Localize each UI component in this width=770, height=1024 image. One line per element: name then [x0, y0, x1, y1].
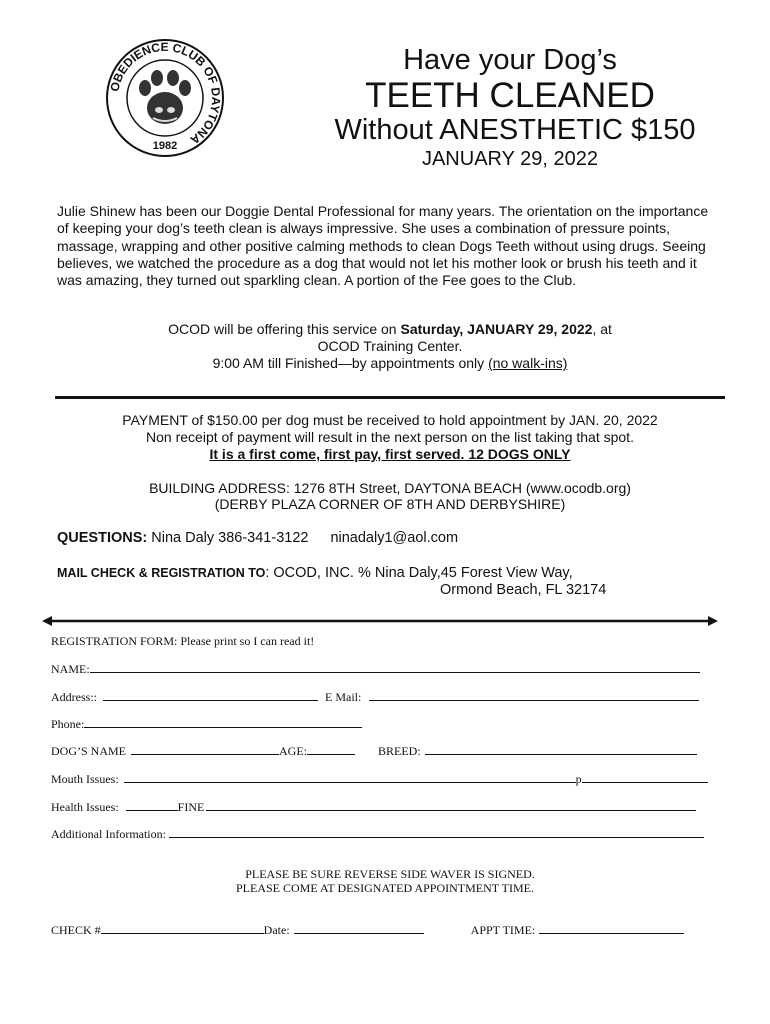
- logo-ring-text: OBEDIENCE CLUB OF DAYTONA: [107, 39, 224, 148]
- date-field[interactable]: [294, 922, 424, 934]
- address-field[interactable]: [103, 689, 318, 701]
- service-line-3: 9:00 AM till Finished—by appointments only (no walk-ins): [212, 355, 568, 371]
- questions-line: QUESTIONS: Nina Daly 386-341-3122 ninadaly1@aol.com: [57, 530, 459, 546]
- service-line-1: OCOD will be offering this service on Saturday, JANUARY 29, 2022, at: [168, 321, 612, 337]
- service-line-2: OCOD Training Center.: [317, 338, 463, 354]
- payment-line-3: It is a first come, first pay, first served. 12 DOGS ONLY: [209, 446, 571, 462]
- note-line-2: PLEASE COME AT DESIGNATED APPOINTMENT TIME.: [235, 881, 535, 895]
- paw-icon: [139, 70, 191, 124]
- building-address: BUILDING ADDRESS: 1276 8TH Street, DAYTONA BEACH (www.ocodb.org): [149, 480, 631, 496]
- double-arrow-divider: [42, 615, 718, 627]
- intro-paragraph: Julie Shinew has been our Doggie Dental Professional for many years. The orientation on the importance of keeping your dog’s teeth clean is always impressive. She uses a combination of pressure points, massage, wrapping and other positive calming methods to clean Dogs Teeth without using drugs. Seeing believes, we watched the procedure as a dog that would not let his mother look or brush his teeth and it was amazing, they turned out sparkling clean. A portion of the Fee goes to the Club.: [57, 203, 709, 289]
- payment-line-2: Non receipt of payment will result in the next person on the list taking that spot.: [146, 429, 634, 445]
- divider: [55, 396, 725, 399]
- fine-field[interactable]: [206, 799, 696, 811]
- additional-field[interactable]: [169, 826, 704, 838]
- payment-line-1: PAYMENT of $150.00 per dog must be received to hold appointment by JAN. 20, 2022: [122, 412, 658, 428]
- health-field[interactable]: [126, 799, 178, 811]
- phone-field[interactable]: [84, 716, 362, 728]
- appt-time-field[interactable]: [539, 922, 684, 934]
- check-field[interactable]: [101, 922, 264, 934]
- logo-year: 1982: [152, 140, 178, 152]
- payment-row: CHECK # Date: APPT TIME:: [51, 922, 684, 938]
- note-line-1: PLEASE BE SURE REVERSE SIDE WAVER IS SIGNED.: [245, 867, 535, 881]
- mouth-row: Mouth Issues: p: [51, 771, 708, 787]
- mouth-extra-field[interactable]: [582, 771, 708, 783]
- mouth-field[interactable]: [124, 771, 576, 783]
- header-line-1: Have your Dog’s: [403, 44, 617, 76]
- name-field[interactable]: [90, 661, 700, 673]
- mail-line-1: MAIL CHECK & REGISTRATION TO: OCOD, INC. % Nina Daly,45 Forest View Way,: [57, 565, 573, 581]
- email-field[interactable]: [369, 689, 699, 701]
- dog-name-field[interactable]: [131, 743, 279, 755]
- club-logo: [105, 38, 225, 158]
- header-title: TEETH CLEANED: [365, 76, 655, 115]
- age-field[interactable]: [307, 743, 355, 755]
- additional-row: Additional Information:: [51, 826, 704, 842]
- dog-row: DOG’S NAME AGE: BREED:: [51, 743, 697, 759]
- event-date: JANUARY 29, 2022: [421, 148, 599, 170]
- mail-line-2: Ormond Beach, FL 32174: [440, 582, 607, 598]
- breed-field[interactable]: [425, 743, 697, 755]
- phone-row: Phone:: [51, 716, 362, 732]
- health-row: Health Issues: FINE: [51, 799, 696, 815]
- header-line-3: Without ANESTHETIC $150: [334, 114, 696, 146]
- address-row: Address:: E Mail:: [51, 689, 699, 705]
- name-row: NAME:: [51, 661, 700, 677]
- building-address-note: (DERBY PLAZA CORNER OF 8TH AND DERBYSHIRE): [214, 496, 566, 512]
- form-heading: REGISTRATION FORM: Please print so I can read it!: [51, 634, 315, 648]
